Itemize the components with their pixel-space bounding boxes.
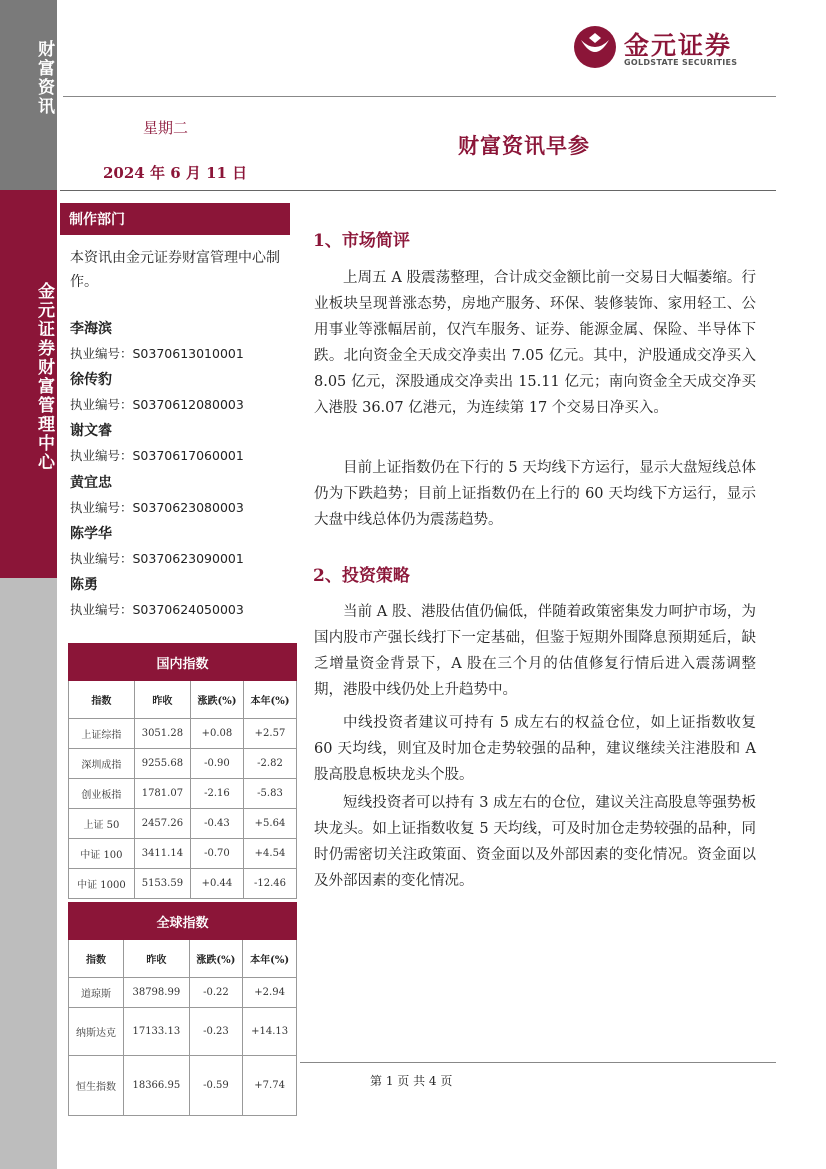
person-name: 陈勇 (70, 577, 98, 593)
paragraph: 目前上证指数仍在下行的 5 天均线下方运行，显示大盘短线总体仍为下跌趋势；目前上证指数仍在上行的 60 天均线下方运行，显示大盘中线总体仍为震荡趋势。 (314, 460, 756, 528)
header-divider (63, 96, 776, 97)
table-row (69, 719, 297, 749)
table-row (69, 779, 297, 809)
side-band-bottom (0, 578, 57, 1169)
table-cell: +7.74 (243, 1056, 297, 1116)
table-cell: 3051.28 (134, 719, 190, 749)
table-cell: 38798.99 (124, 978, 189, 1008)
table-cell: -0.59 (189, 1056, 243, 1116)
column-header: 涨跌(%) (189, 940, 243, 978)
report-date: 2024 年 6 月 11 日 (103, 164, 248, 182)
table-row (69, 749, 297, 779)
table-cell: 创业板指 (69, 779, 135, 809)
table-cell: -0.70 (190, 839, 243, 869)
person-license-id: 执业编号：S0370612080003 (70, 397, 244, 412)
side-label-middle: 金元证券财富管理中心 (34, 282, 54, 472)
table-cell: -0.90 (190, 749, 243, 779)
weekday: 星期二 (143, 119, 189, 137)
person-name: 李海滨 (70, 321, 112, 337)
person-license-id: 执业编号：S0370617060001 (70, 448, 244, 463)
domestic-index-table (68, 643, 297, 899)
person-name: 徐传豹 (70, 372, 112, 388)
table-cell: +4.54 (243, 839, 296, 869)
person-name: 谢文睿 (70, 423, 112, 439)
table-row (69, 1008, 297, 1056)
column-header: 本年(%) (243, 681, 296, 719)
person-license-id: 执业编号：S0370624050003 (70, 602, 244, 617)
person-license-id: 执业编号：S0370613010001 (70, 346, 244, 361)
footer-divider (300, 1062, 776, 1063)
person-entry (70, 523, 244, 567)
table-caption: 全球指数 (69, 903, 297, 940)
table-cell: -12.46 (243, 869, 296, 899)
table-cell: 1781.07 (134, 779, 190, 809)
column-header: 本年(%) (243, 940, 297, 978)
table-cell: 2457.26 (134, 809, 190, 839)
table-cell: +2.57 (243, 719, 296, 749)
page-number: 第 1 页 共 4 页 (370, 1074, 453, 1088)
person-entry (70, 472, 244, 516)
main-divider (60, 190, 776, 191)
section-title-market-review: 1、市场简评 (313, 231, 410, 251)
logo-english-name: GOLDSTATE SECURITIES (624, 58, 738, 67)
column-header: 指数 (69, 681, 135, 719)
person-entry (70, 574, 244, 618)
table-cell: 18366.95 (124, 1056, 189, 1116)
column-header: 昨收 (134, 681, 190, 719)
table-cell: 3411.14 (134, 839, 190, 869)
table-cell: -5.83 (243, 779, 296, 809)
table-cell: 深圳成指 (69, 749, 135, 779)
table-cell: +0.44 (190, 869, 243, 899)
table-cell: 9255.68 (134, 749, 190, 779)
table-row (69, 978, 297, 1008)
table-cell: 5153.59 (134, 869, 190, 899)
table-row (69, 1056, 297, 1116)
person-entry (70, 420, 244, 464)
table-cell: 17133.13 (124, 1008, 189, 1056)
person-license-id: 执业编号：S0370623080003 (70, 500, 244, 515)
side-label-top: 财富资讯 (34, 40, 54, 116)
column-header: 涨跌(%) (190, 681, 243, 719)
global-index-table (68, 902, 297, 1116)
table-caption: 国内指数 (69, 644, 297, 681)
person-entry (70, 318, 244, 362)
table-cell: 上证综指 (69, 719, 135, 749)
paragraph: 当前 A 股、港股估值仍偏低，伴随着政策密集发力呵护市场，为国内股市产强长线打下一定基础，但鉴于短期外围降息预期延后，缺乏增量资金背景下，A 股在三个月的估值修复行情后进入震荡调整期，港股中线仍处上升趋势中。 (314, 604, 756, 698)
company-logo (572, 24, 772, 74)
paragraph: 短线投资者可以持有 3 成左右的仓位，建议关注高股息等强势板块龙头。如上证指数收复 5 天均线，可及时加仓走势较强的品种，同时仍需密切关注政策面、资金面以及外部因素的变化情况。资金面以及外部因素的变化情况。 (314, 795, 756, 889)
table-cell: -0.43 (190, 809, 243, 839)
table-row (69, 839, 297, 869)
department-header (60, 203, 290, 235)
table-cell: 恒生指数 (69, 1056, 124, 1116)
table-cell: -2.82 (243, 749, 296, 779)
logo-mark-icon (572, 24, 618, 70)
table-cell: 中证 1000 (69, 869, 135, 899)
table-cell: 道琼斯 (69, 978, 124, 1008)
table-cell: +2.94 (243, 978, 297, 1008)
table-cell: 纳斯达克 (69, 1008, 124, 1056)
table-row (69, 809, 297, 839)
paragraph: 上周五 A 股震荡整理，合计成交金额比前一交易日大幅萎缩。行业板块呈现普涨态势，房地产服务、环保、装修装饰、家用轻工、公用事业等涨幅居前，仅汽车服务、证券、能源金属、保险、半导体下跌。北向资金全天成交净卖出 7.05 亿元。其中，沪股通成交净买入 8.05 亿元，深股通成交净卖出 15.11 亿元；南向资金全天成交净买入港股 36.07 亿港元，为连续第 17 个交易日净买入。 (314, 270, 756, 416)
column-header: 指数 (69, 940, 124, 978)
column-header: 昨收 (124, 940, 189, 978)
table-cell: -0.23 (189, 1008, 243, 1056)
department-intro: 本资讯由金元证券财富管理中心制作。 (70, 250, 280, 290)
person-name: 陈学华 (70, 526, 112, 542)
document-title: 财富资讯早参 (458, 133, 590, 158)
person-license-id: 执业编号：S0370623090001 (70, 551, 244, 566)
table-cell: -2.16 (190, 779, 243, 809)
table-cell: 中证 100 (69, 839, 135, 869)
section-title-strategy: 2、投资策略 (313, 566, 410, 586)
table-cell: +0.08 (190, 719, 243, 749)
table-cell: +5.64 (243, 809, 296, 839)
paragraph: 中线投资者建议可持有 5 成左右的权益仓位，如上证指数收复 60 天均线，则宜及时加仓走势较强的品种，建议继续关注港股和 A 股高股息板块龙头个股。 (314, 715, 756, 783)
person-entry (70, 369, 244, 413)
table-cell: 上证 50 (69, 809, 135, 839)
logo-name: 金元证券 (624, 31, 733, 60)
table-cell: -0.22 (189, 978, 243, 1008)
person-name: 黄宜忠 (70, 475, 112, 491)
department-label: 制作部门 (69, 212, 125, 228)
table-cell: +14.13 (243, 1008, 297, 1056)
table-row (69, 869, 297, 899)
